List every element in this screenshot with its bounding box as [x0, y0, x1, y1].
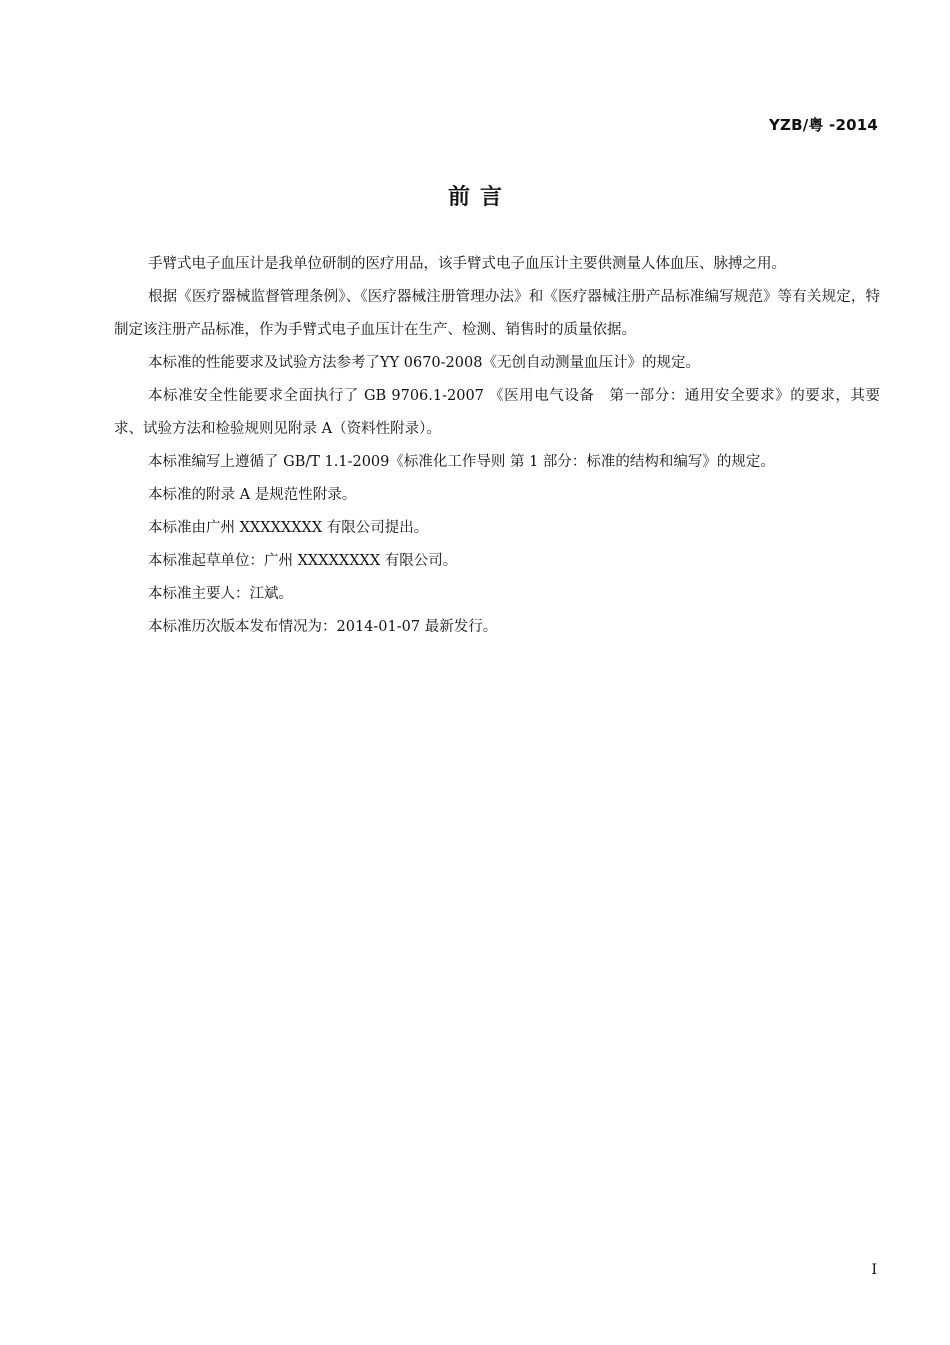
page-title: 前言 [447, 185, 512, 210]
paragraph-2: 根据《医疗器械监督管理条例》、《医疗器械注册管理办法》和《医疗器械注册产品标准编写规范》等有关规定，特制定该注册产品标准，作为手臂式电子血压计在生产、检测、销售时的质量依据。 [114, 289, 880, 338]
paragraph-9: 本标准主要人：江斌。 [148, 586, 293, 602]
paragraph-3: 本标准的性能要求及试验方法参考了YY 0670-2008《无创自动测量血压计》的规定。 [148, 355, 700, 371]
paragraph-7: 本标准由广州 XXXXXXXX 有限公司提出。 [148, 520, 429, 536]
paragraph-6: 本标准的附录 A 是规范性附录。 [148, 487, 357, 503]
paragraph-4: 本标准安全性能要求全面执行了 GB 9706.1-2007 《医用电气设备 第一部分：通用安全要求》的要求，其要求、试验方法和检验规则见附录 A（资料性附录）。 [114, 388, 880, 437]
foreword-body [114, 248, 880, 644]
document-code: YZB/粤 -2014 [768, 116, 878, 134]
paragraph-8: 本标准起草单位：广州 XXXXXXXX 有限公司。 [148, 553, 458, 569]
page-number: I [871, 1262, 877, 1278]
paragraph-5: 本标准编写上遵循了 GB/T 1.1-2009《标准化工作导则 第 1 部分：标准的结构和编写》的规定。 [148, 454, 775, 470]
paragraph-10: 本标准历次版本发布情况为：2014-01-07 最新发行。 [148, 619, 498, 635]
paragraph-1: 手臂式电子血压计是我单位研制的医疗用品，该手臂式电子血压计主要供测量人体血压、脉搏之用。 [148, 256, 786, 272]
